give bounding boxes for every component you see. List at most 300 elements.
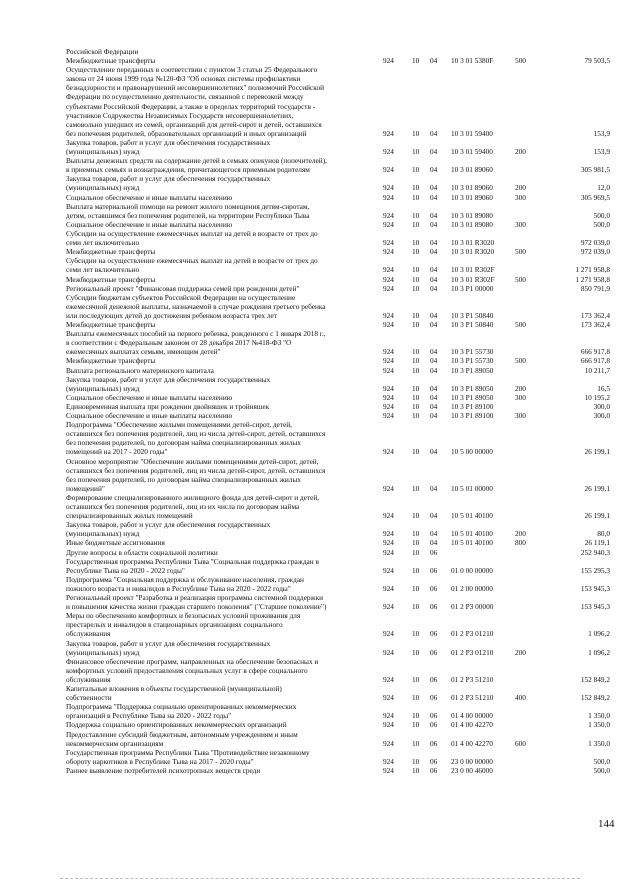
department-code-cell: 924	[383, 238, 394, 248]
department-code-cell: 924	[383, 192, 394, 202]
row-description	[66, 47, 374, 56]
amount-cell: 1 271 958,8	[575, 265, 610, 275]
section-code-cell: 10	[412, 756, 420, 766]
description-line: детям, оставшимся без попечения родителей, на территории Республики Тыва	[66, 210, 310, 220]
subsection-code-cell: 04	[430, 411, 438, 420]
expense-type-code-cell: 400	[515, 693, 526, 703]
description-line: помещений на 2017 - 2020 годы"	[66, 447, 168, 457]
subsection-code-cell: 04	[430, 483, 438, 493]
department-code-cell: 924	[383, 756, 394, 766]
amount-cell: 972 039,0	[580, 247, 610, 257]
row-description	[66, 411, 374, 420]
subsection-code-cell: 04	[430, 283, 438, 293]
row-description	[66, 393, 374, 402]
department-code-cell: 924	[383, 165, 394, 175]
department-code-cell: 924	[383, 411, 394, 420]
section-code-cell: 10	[412, 674, 420, 684]
department-code-cell: 924	[383, 693, 394, 703]
table-row	[0, 138, 640, 156]
subsection-code-cell: 04	[430, 538, 438, 548]
subsection-code-cell: 04	[430, 529, 438, 539]
description-line: Социальное обеспечение и иные выплаты населению	[66, 411, 233, 420]
target-article-code-cell: 10 3 01 59400	[451, 128, 493, 138]
description-line: Межбюджетные трансферты	[66, 274, 156, 284]
amount-cell: 252 940,3	[580, 547, 610, 557]
description-line: Закупка товаров, работ и услуг для обеспечения государственных	[66, 638, 271, 648]
subsection-code-cell: 04	[430, 265, 438, 275]
department-code-cell: 924	[383, 183, 394, 193]
amount-cell: 12,0	[597, 183, 610, 193]
row-description	[66, 402, 374, 411]
subsection-code-cell: 06	[430, 711, 438, 721]
department-code-cell: 924	[383, 483, 394, 493]
amount-cell: 1 350,0	[588, 711, 610, 721]
description-line: в приемных семьях и вознаграждения, причитающегося приемным родителям	[66, 165, 310, 175]
target-article-code-cell: 10 3 01 R302F	[451, 274, 495, 284]
subsection-code-cell: 04	[430, 210, 438, 220]
department-code-cell: 924	[383, 247, 394, 257]
row-description	[66, 65, 374, 138]
amount-cell: 972 039,0	[580, 238, 610, 248]
subsection-code-cell: 04	[430, 274, 438, 284]
description-line: без попечения родителей, по договорам найма специализированных жилых	[66, 438, 301, 448]
row-description	[66, 156, 374, 174]
description-line: без попечения родителей, по договорам найма специализированных жилых	[66, 474, 301, 484]
section-code-cell: 10	[412, 165, 420, 175]
target-article-code-cell: 10 5 01 40100	[451, 529, 493, 539]
amount-cell: 173 362,4	[580, 310, 610, 320]
target-article-code-cell: 23 0 00 46000	[451, 765, 493, 775]
description-line: Поддержка социально ориентированных некоммерческих организаций	[66, 720, 287, 730]
section-code-cell: 10	[412, 720, 420, 730]
description-line: без попечения родителей, образовательных организаций и иных организаций	[66, 128, 307, 138]
expense-type-code-cell: 500	[515, 56, 526, 66]
amount-cell: 666 917,8	[580, 347, 610, 357]
row-description	[66, 275, 374, 284]
section-code-cell: 10	[412, 192, 420, 202]
expense-type-code-cell: 200	[515, 183, 526, 193]
description-line: Социальное обеспечение и иные выплаты населению	[66, 392, 233, 402]
amount-cell: 152 849,2	[580, 693, 610, 703]
table-row	[0, 766, 640, 775]
row-description	[66, 420, 374, 456]
table-row	[0, 220, 640, 229]
target-article-code-cell: 10 3 01 89060	[451, 192, 493, 202]
subsection-code-cell: 04	[430, 401, 438, 411]
table-row	[0, 520, 640, 538]
section-code-cell: 10	[412, 565, 420, 575]
subsection-code-cell: 04	[430, 165, 438, 175]
description-line: Подпрограмма "Обеспечение жилыми помещениями детей-сирот, детей,	[66, 420, 292, 430]
department-code-cell: 924	[383, 583, 394, 593]
department-code-cell: 924	[383, 383, 394, 393]
table-row	[0, 275, 640, 284]
description-line: Финансовое обеспечение программ, направленных на обеспечение безопасных и	[66, 656, 319, 666]
target-article-code-cell: 01 2 P3 51210	[451, 674, 494, 684]
department-code-cell: 924	[383, 128, 394, 138]
target-article-code-cell: 10 3 P1 55730	[451, 347, 494, 357]
description-line: Государственная программа Республики Тыва "Противодействие незаконному	[66, 747, 310, 757]
target-article-code-cell: 10 3 01 5380F	[451, 56, 494, 66]
target-article-code-cell: 10 5 01 40100	[451, 538, 493, 548]
department-code-cell: 924	[383, 602, 394, 612]
subsection-code-cell: 06	[430, 547, 438, 557]
section-code-cell: 10	[412, 210, 420, 220]
target-article-code-cell: 10 3 01 R3020	[451, 247, 495, 257]
table-row	[0, 420, 640, 456]
amount-cell: 300,0	[593, 401, 610, 411]
description-line: Субсидии на осуществление ежемесячных выплат на детей в возрасте от трех до	[66, 256, 318, 266]
row-description	[66, 593, 374, 611]
section-code-cell: 10	[412, 693, 420, 703]
row-description	[66, 247, 374, 256]
row-description	[66, 256, 374, 274]
target-article-code-cell: 23 0 00 00000	[451, 756, 493, 766]
table-row	[0, 748, 640, 766]
row-description	[66, 356, 374, 365]
department-code-cell: 924	[383, 347, 394, 357]
description-line: Социальное обеспечение и иные выплаты населению	[66, 219, 233, 229]
section-code-cell: 10	[412, 219, 420, 229]
row-description	[66, 548, 374, 557]
target-article-code-cell: 10 3 01 89080	[451, 219, 493, 229]
expense-type-code-cell: 200	[515, 383, 526, 393]
amount-cell: 1 350,0	[588, 720, 610, 730]
amount-cell: 173 362,4	[580, 320, 610, 329]
amount-cell: 500,0	[593, 219, 610, 229]
description-line: Выплаты ежемесячных пособий на первого ребенка, рожденного с 1 января 2018 г.,	[66, 329, 326, 339]
expense-type-code-cell: 200	[515, 147, 526, 157]
description-line: или последующих детей до достижения ребенком возраста трех лет	[66, 310, 277, 320]
subsection-code-cell: 04	[430, 310, 438, 320]
target-article-code-cell: 10 3 P1 55730	[451, 356, 494, 366]
department-code-cell: 924	[383, 529, 394, 539]
row-description	[66, 684, 374, 702]
target-article-code-cell: 01 4 00 42270	[451, 738, 493, 748]
target-article-code-cell: 01 4 00 00000	[451, 711, 493, 721]
section-code-cell: 10	[412, 128, 420, 138]
subsection-code-cell: 06	[430, 765, 438, 775]
description-line: оставшихся без попечения родителей, лиц из числа детей-сирот, детей, оставшихся	[66, 429, 326, 439]
department-code-cell: 924	[383, 720, 394, 730]
row-description	[66, 366, 374, 375]
department-code-cell: 924	[383, 538, 394, 548]
expense-type-code-cell: 300	[515, 411, 526, 420]
section-code-cell: 10	[412, 283, 420, 293]
description-line: Закупка товаров, работ и услуг для обеспечения государственных	[66, 138, 271, 147]
description-line: Закупка товаров, работ и услуг для обеспечения государственных	[66, 174, 271, 184]
subsection-code-cell: 04	[430, 383, 438, 393]
section-code-cell: 10	[412, 183, 420, 193]
amount-cell: 26 199,1	[584, 483, 610, 493]
description-line: самовольно ушедших из семей, организаций для детей-сирот и детей, оставшихся	[66, 119, 322, 129]
amount-cell: 26 199,1	[584, 511, 610, 521]
department-code-cell: 924	[383, 392, 394, 402]
description-line: Осуществление переданных в соответствии с пунктом 3 статьи 25 Федерального	[66, 65, 318, 75]
description-line: Капитальные вложения в объекты государственной (муниципальной)	[66, 684, 282, 693]
amount-cell: 1 271 958,8	[575, 274, 610, 284]
description-line: оставшихся без попечения родителей, лиц из числа детей-сирот, детей, оставшихся	[66, 465, 326, 475]
table-row	[0, 174, 640, 192]
subsection-code-cell: 04	[430, 147, 438, 157]
table-row	[0, 402, 640, 411]
row-description	[66, 538, 374, 547]
row-description	[66, 520, 374, 538]
target-article-code-cell: 01 2 P3 51210	[451, 693, 494, 703]
description-line: (муниципальных) нужд	[66, 383, 140, 393]
description-line: Межбюджетные трансферты	[66, 247, 156, 257]
description-line: (муниципальных) нужд	[66, 529, 140, 539]
section-code-cell: 10	[412, 247, 420, 257]
department-code-cell: 924	[383, 210, 394, 220]
description-line: Раннее выявление потребителей психотропных веществ среди	[66, 765, 261, 775]
department-code-cell: 924	[383, 511, 394, 521]
table-row	[0, 411, 640, 420]
subsection-code-cell: 04	[430, 238, 438, 248]
description-line: (муниципальных) нужд	[66, 647, 140, 657]
table-row	[0, 657, 640, 684]
target-article-code-cell: 10 3 P1 89100	[451, 401, 494, 411]
description-line: некоммерческим организациям	[66, 738, 164, 748]
target-article-code-cell: 10 3 P1 89100	[451, 411, 494, 420]
table-row	[0, 457, 640, 493]
department-code-cell: 924	[383, 674, 394, 684]
row-description	[66, 720, 374, 729]
section-code-cell: 10	[412, 265, 420, 275]
row-description	[66, 575, 374, 593]
table-row	[0, 548, 640, 557]
amount-cell: 1 096,2	[588, 647, 610, 657]
description-line: Подпрограмма "Социальная поддержка и обслуживание населения, граждан	[66, 574, 304, 584]
table-row	[0, 493, 640, 520]
row-description	[66, 193, 374, 202]
subsection-code-cell: 04	[430, 128, 438, 138]
description-line: престарелых и инвалидов в стационарных организациях социального	[66, 620, 283, 630]
section-code-cell: 10	[412, 483, 420, 493]
description-line: Межбюджетные трансферты	[66, 56, 156, 66]
description-line: комфортных условий предоставления социальных услуг в сфере социального	[66, 665, 308, 675]
amount-cell: 300,0	[593, 411, 610, 420]
target-article-code-cell: 10 3 01 89080	[451, 210, 493, 220]
description-line: ежемесячных выплатах семьям, имеющим детей"	[66, 347, 221, 357]
section-code-cell: 10	[412, 365, 420, 375]
expense-type-code-cell: 300	[515, 392, 526, 402]
subsection-code-cell: 04	[430, 192, 438, 202]
target-article-code-cell: 10 3 P1 89050	[451, 365, 494, 375]
description-line: семи лет включительно	[66, 238, 140, 248]
table-row	[0, 611, 640, 638]
description-line: в соответствии с Федеральным законом от 28 декабря 2017 №418-ФЗ "О	[66, 338, 292, 348]
department-code-cell: 924	[383, 356, 394, 366]
section-code-cell: 10	[412, 383, 420, 393]
target-article-code-cell: 10 3 P1 50840	[451, 310, 494, 320]
row-description	[66, 293, 374, 320]
section-code-cell: 10	[412, 274, 420, 284]
amount-cell: 1 096,2	[588, 629, 610, 639]
department-code-cell: 924	[383, 147, 394, 157]
target-article-code-cell: 01 2 P3 01210	[451, 629, 494, 639]
target-article-code-cell: 10 3 P1 00000	[451, 283, 494, 293]
table-row	[0, 356, 640, 365]
section-code-cell: 10	[412, 238, 420, 248]
description-line: ежемесячной денежной выплаты, назначаемой в случае рождения третьего ребенка	[66, 301, 326, 311]
department-code-cell: 924	[383, 56, 394, 66]
description-line: Меры по обеспечению комфортных и безопасных условий проживания для	[66, 611, 301, 621]
amount-cell: 500,0	[593, 765, 610, 775]
subsection-code-cell: 04	[430, 447, 438, 457]
subsection-code-cell: 06	[430, 738, 438, 748]
department-code-cell: 924	[383, 320, 394, 329]
description-line: собственности	[66, 693, 112, 703]
section-code-cell: 10	[412, 583, 420, 593]
description-line: Региональный проект "Финансовая поддержка семей при рождении детей"	[66, 283, 300, 293]
row-description	[66, 329, 374, 356]
section-code-cell: 10	[412, 602, 420, 612]
amount-cell: 305 969,5	[580, 192, 610, 202]
description-line: Субсидии бюджетам субъектов Российской Федерации на осуществление	[66, 292, 296, 302]
amount-cell: 153,9	[593, 147, 610, 157]
row-description	[66, 375, 374, 393]
table-row	[0, 393, 640, 402]
section-code-cell: 10	[412, 711, 420, 721]
amount-cell: 10 211,7	[584, 365, 610, 375]
target-article-code-cell: 01 4 00 42270	[451, 720, 493, 730]
section-code-cell: 10	[412, 320, 420, 329]
row-description	[66, 320, 374, 329]
department-code-cell: 924	[383, 765, 394, 775]
section-code-cell: 10	[412, 629, 420, 639]
department-code-cell: 924	[383, 265, 394, 275]
target-article-code-cell: 01 2 P3 01210	[451, 647, 494, 657]
row-description	[66, 56, 374, 65]
description-line: Государственная программа Республики Тыва "Социальная поддержка граждан в	[66, 556, 319, 566]
expense-type-code-cell: 500	[515, 356, 526, 366]
row-description	[66, 229, 374, 247]
amount-cell: 16,5	[597, 383, 610, 393]
section-code-cell: 10	[412, 147, 420, 157]
section-code-cell: 10	[412, 392, 420, 402]
target-article-code-cell: 01 0 00 00000	[451, 565, 493, 575]
subsection-code-cell: 04	[430, 392, 438, 402]
table-row	[0, 65, 640, 138]
row-description	[66, 138, 374, 156]
description-line: Основное мероприятие "Обеспечение жилыми помещениями детей-сирот, детей,	[66, 456, 319, 466]
subsection-code-cell: 04	[430, 219, 438, 229]
page-number: 144	[598, 818, 615, 830]
row-description	[66, 202, 374, 220]
description-line: Межбюджетные трансферты	[66, 356, 156, 366]
subsection-code-cell: 04	[430, 365, 438, 375]
expense-type-code-cell: 500	[515, 274, 526, 284]
description-line: Субсидии на осуществление ежемесячных выплат на детей в возрасте от трех до	[66, 229, 318, 238]
description-line: организаций в Республике Тыва на 2020 - 2022 годы"	[66, 711, 232, 721]
department-code-cell: 924	[383, 565, 394, 575]
description-line: Закупка товаров, работ и услуг для обеспечения государственных	[66, 374, 271, 384]
table-row	[0, 639, 640, 657]
amount-cell: 153 945,3	[580, 602, 610, 612]
amount-cell: 155 295,3	[580, 565, 610, 575]
expense-type-code-cell: 200	[515, 647, 526, 657]
description-line: субъектами Российской Федерации, а также в пределах территорий государств -	[66, 101, 316, 111]
row-description	[66, 702, 374, 720]
table-row	[0, 366, 640, 375]
table-row	[0, 575, 640, 593]
description-line: Межбюджетные трансферты	[66, 320, 156, 329]
section-code-cell: 10	[412, 356, 420, 366]
target-article-code-cell: 10 3 P1 50840	[451, 320, 494, 329]
description-line: пожилого возраста и инвалидов в Республике Тыва на 2020 - 2022 годы"	[66, 583, 291, 593]
subsection-code-cell: 04	[430, 247, 438, 257]
subsection-code-cell: 04	[430, 183, 438, 193]
description-line: Подпрограмма "Поддержка социально ориентированных некоммерческих	[66, 702, 297, 712]
table-row	[0, 293, 640, 320]
description-line: Выплаты денежных средств на содержание детей в семьях опекунов (попечителей),	[66, 156, 327, 166]
target-article-code-cell: 01 2 P3 00000	[451, 602, 494, 612]
description-line: Региональный проект "Разработка и реализация программы системной поддержки	[66, 593, 324, 602]
target-article-code-cell: 10 5 01 40100	[451, 511, 493, 521]
description-line: Другие вопросы в области социальной политики	[66, 547, 218, 557]
department-code-cell: 924	[383, 310, 394, 320]
table-row	[0, 684, 640, 702]
target-article-code-cell: 10 3 01 R3020	[451, 238, 495, 248]
table-row	[0, 193, 640, 202]
amount-cell: 666 917,8	[580, 356, 610, 366]
section-code-cell: 10	[412, 538, 420, 548]
section-code-cell: 10	[412, 529, 420, 539]
subsection-code-cell: 04	[430, 356, 438, 366]
target-article-code-cell: 10 3 01 89060	[451, 183, 493, 193]
table-row	[0, 229, 640, 247]
table-row	[0, 156, 640, 174]
expense-type-code-cell: 200	[515, 529, 526, 539]
department-code-cell: 924	[383, 447, 394, 457]
amount-cell: 79 503,5	[584, 56, 610, 66]
table-row	[0, 329, 640, 356]
table-row	[0, 47, 640, 56]
description-line: закона от 24 июня 1999 года №120-ФЗ "Об основах системы профилактики	[66, 74, 301, 84]
description-line: обороту наркотиков в Республике Тыва на 2017 - 2020 годы"	[66, 756, 254, 766]
section-code-cell: 10	[412, 56, 420, 66]
table-row	[0, 702, 640, 720]
target-article-code-cell: 10 3 P1 89050	[451, 392, 494, 402]
section-code-cell: 10	[412, 547, 420, 557]
section-code-cell: 10	[412, 411, 420, 420]
description-line: специализированных жилых помещений	[66, 511, 193, 521]
description-line: Социальное обеспечение и иные выплаты населению	[66, 192, 233, 202]
amount-cell: 80,0	[597, 529, 610, 539]
table-row	[0, 730, 640, 748]
row-description	[66, 730, 374, 748]
amount-cell: 850 791,9	[580, 283, 610, 293]
description-line: Формирование специализированного жилищного фонда для детей-сирот и детей,	[66, 492, 320, 502]
section-code-cell: 10	[412, 310, 420, 320]
row-description	[66, 557, 374, 575]
amount-cell: 305 981,5	[580, 165, 610, 175]
target-article-code-cell: 10 3 01 59400	[451, 147, 493, 157]
target-article-code-cell: 01 2 00 00000	[451, 583, 493, 593]
row-description	[66, 220, 374, 229]
table-row	[0, 720, 640, 729]
description-line: (муниципальных) нужд	[66, 183, 140, 193]
table-row	[0, 202, 640, 220]
description-line: Федерации по осуществлению деятельности, связанной с перевозкой между	[66, 92, 304, 102]
row-description	[66, 493, 374, 520]
table-row	[0, 256, 640, 274]
description-line: Единовременная выплата при рождении двойняшек и тройняшек	[66, 401, 270, 411]
subsection-code-cell: 06	[430, 629, 438, 639]
description-line: Закупка товаров, работ и услуг для обеспечения государственных	[66, 520, 271, 530]
subsection-code-cell: 06	[430, 565, 438, 575]
